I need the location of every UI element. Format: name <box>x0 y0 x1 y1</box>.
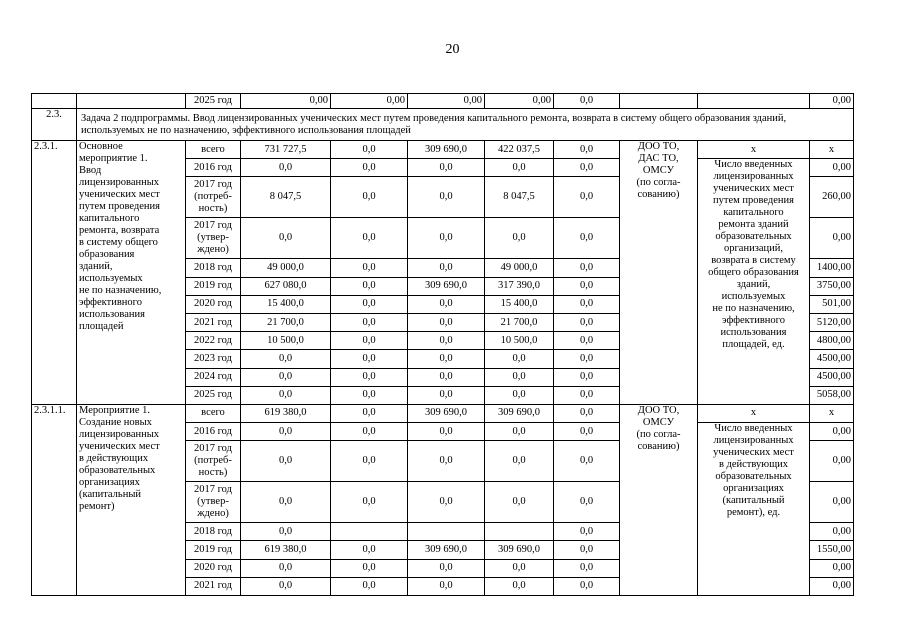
year-cell <box>186 423 241 441</box>
value-cell: 0,0 <box>241 159 331 177</box>
text-line: 2019 год <box>194 280 232 292</box>
text-line: лицензированных <box>713 171 794 183</box>
value-cell: 731 727,5 <box>241 141 331 159</box>
text-line: 2020 год <box>194 298 232 310</box>
year-cell <box>186 177 241 218</box>
text-line: 2016 год <box>194 425 232 437</box>
value-cell: 309 690,0 <box>408 141 485 159</box>
year-cell <box>186 277 241 295</box>
value-cell: 0,0 <box>554 441 620 482</box>
value-cell: 0,0 <box>331 577 408 595</box>
value-cell: 0,0 <box>241 368 331 386</box>
item-number: 2.3.1. <box>32 141 77 405</box>
year-cell <box>186 368 241 386</box>
value-cell: 0,0 <box>554 332 620 350</box>
value-cell: 0,0 <box>331 141 408 159</box>
value-cell: 0,0 <box>554 386 620 404</box>
text-line: используемых <box>721 291 786 303</box>
indicator-value-cell: 5120,00 <box>810 313 854 331</box>
value-cell: 0,0 <box>331 313 408 331</box>
value-cell: 15 400,0 <box>485 295 554 313</box>
text-line: зданий, <box>736 279 771 291</box>
text-line: ДОО ТО, <box>637 141 680 152</box>
value-cell: 0,0 <box>408 332 485 350</box>
table-row <box>32 141 854 159</box>
text-line: возврата в систему <box>711 255 796 267</box>
table-row <box>32 94 854 109</box>
value-cell: 49 000,0 <box>485 259 554 277</box>
value-cell: 0,0 <box>241 350 331 368</box>
value-cell: 317 390,0 <box>485 277 554 295</box>
value-cell: 0,0 <box>485 423 554 441</box>
value-cell: 0,0 <box>408 386 485 404</box>
year-cell: 2025 год <box>186 94 241 109</box>
value-cell: 0,0 <box>408 350 485 368</box>
indicator-value-cell: 260,00 <box>810 177 854 218</box>
value-cell: 8 047,5 <box>241 177 331 218</box>
value-cell: 0,0 <box>241 218 331 259</box>
year-cell <box>186 541 241 559</box>
value-cell: 0,0 <box>241 559 331 577</box>
indicator-value-cell: 1550,00 <box>810 541 854 559</box>
text-line: эффективного <box>722 315 785 327</box>
value-cell <box>485 523 554 541</box>
text-line: образовательных <box>715 231 792 243</box>
value-cell: 0,0 <box>331 259 408 277</box>
indicator-value-cell: 5058,00 <box>810 386 854 404</box>
text-line: в действующих <box>79 452 149 464</box>
value-cell: 0,0 <box>485 482 554 523</box>
value-cell: 0,0 <box>554 218 620 259</box>
value-cell: 0,0 <box>241 577 331 595</box>
value-cell: 0,0 <box>554 404 620 422</box>
value-cell <box>331 523 408 541</box>
text-line: 2021 год <box>194 580 232 592</box>
text-line: ученических мест <box>713 447 794 459</box>
text-line: ученических мест <box>713 183 794 195</box>
value-cell: 49 000,0 <box>241 259 331 277</box>
value-cell: 0,0 <box>554 177 620 218</box>
value-cell: 0,0 <box>408 482 485 523</box>
value-cell: 0,0 <box>241 423 331 441</box>
value-cell: 0,00 <box>485 94 554 109</box>
indicator-value-cell: 4500,00 <box>810 368 854 386</box>
text-line: (по согла- <box>636 177 681 188</box>
indicator-value-cell: 0,00 <box>810 523 854 541</box>
indicator-value-cell: 501,00 <box>810 295 854 313</box>
value-cell: 0,0 <box>241 386 331 404</box>
year-cell <box>186 313 241 331</box>
text-line: 2016 год <box>194 161 232 173</box>
indicator-header: х <box>698 141 810 159</box>
indicator-value-cell: 0,00 <box>810 159 854 177</box>
indicator-header: х <box>698 404 810 422</box>
text-line: Число введенных <box>714 159 793 171</box>
value-cell: 309 690,0 <box>408 404 485 422</box>
value-cell: 0,0 <box>554 523 620 541</box>
text-line: лицензированных <box>79 177 160 188</box>
text-line: не по назначению, <box>79 285 162 296</box>
text-line: лицензированных <box>79 428 160 440</box>
indicator-value-cell: 0,00 <box>810 94 854 109</box>
value-cell: 0,0 <box>331 404 408 422</box>
year-cell <box>186 259 241 277</box>
value-cell: 0,0 <box>554 368 620 386</box>
year-cell <box>186 218 241 259</box>
value-cell: 8 047,5 <box>485 177 554 218</box>
text-line: (утвер- <box>197 496 229 508</box>
text-line: общего образования <box>708 267 799 279</box>
value-cell: 0,0 <box>554 141 620 159</box>
text-line: образовательных <box>715 471 792 483</box>
text-line: ремонт) <box>79 500 115 512</box>
value-cell: 0,0 <box>554 159 620 177</box>
text-line: (капитальный <box>79 488 141 500</box>
value-cell: 0,0 <box>554 94 620 109</box>
text-line: капитального <box>723 207 784 219</box>
indicator-value-cell: 0,00 <box>810 482 854 523</box>
text-line: 2022 год <box>194 334 232 346</box>
value-cell: 0,0 <box>331 423 408 441</box>
text-line: ность) <box>198 203 228 215</box>
value-cell: 0,0 <box>331 541 408 559</box>
text-line: всего <box>201 143 225 155</box>
value-cell: 0,0 <box>241 482 331 523</box>
text-line: в действующих <box>718 459 789 471</box>
task-row <box>32 109 854 141</box>
value-cell: 0,0 <box>408 159 485 177</box>
value-cell: 0,0 <box>485 368 554 386</box>
text-line: ждено) <box>197 244 229 256</box>
indicator-value-cell: 0,00 <box>810 559 854 577</box>
text-line: ученических мест <box>79 440 160 452</box>
year-cell <box>186 523 241 541</box>
task-number: 2.3. <box>32 109 77 141</box>
text-line: 2018 год <box>194 525 232 537</box>
value-cell: 0,0 <box>331 218 408 259</box>
value-cell: 422 037,5 <box>485 141 554 159</box>
text-line: 2021 год <box>194 316 232 328</box>
text-line: Ввод <box>79 165 102 176</box>
executor-cell <box>620 141 698 405</box>
table-row <box>32 404 854 422</box>
indicator-value-cell: 0,00 <box>810 577 854 595</box>
text-line: ремонта зданий <box>718 219 789 231</box>
text-line: ждено) <box>197 508 229 520</box>
text-line: (капитальный <box>722 495 785 507</box>
value-cell <box>408 523 485 541</box>
executor-cell <box>620 404 698 595</box>
text-line: ность) <box>198 467 228 479</box>
value-cell: 10 500,0 <box>485 332 554 350</box>
value-cell: 619 380,0 <box>241 541 331 559</box>
value-cell: 0,0 <box>331 295 408 313</box>
value-cell: 0,0 <box>408 313 485 331</box>
task-text: Задача 2 подпрограммы. Ввод лицензированных ученических мест путем проведения капитального ремонта, возврата в систему общего образования зданий, используемых не по назначению, эффективного использования площадей <box>77 109 854 141</box>
text-line: Число введенных <box>714 423 793 435</box>
text-line: Мероприятие 1. <box>79 404 151 416</box>
year-cell <box>186 404 241 422</box>
text-line: 2025 год <box>194 389 232 401</box>
value-cell: 309 690,0 <box>408 277 485 295</box>
value-cell: 0,0 <box>331 177 408 218</box>
value-cell: 15 400,0 <box>241 295 331 313</box>
value-cell: 0,0 <box>554 259 620 277</box>
text-line: организаций, <box>724 243 783 255</box>
value-cell: 0,0 <box>554 577 620 595</box>
value-cell: 627 080,0 <box>241 277 331 295</box>
value-cell: 0,0 <box>241 441 331 482</box>
text-line: 2019 год <box>194 544 232 556</box>
value-cell: 309 690,0 <box>408 541 485 559</box>
value-cell: 0,0 <box>241 523 331 541</box>
text-line: организациях <box>723 483 784 495</box>
year-cell <box>186 159 241 177</box>
year-cell <box>186 295 241 313</box>
text-line: эффективного <box>79 297 142 308</box>
year-cell <box>186 332 241 350</box>
year-cell <box>186 559 241 577</box>
text-line: (потреб- <box>194 455 232 467</box>
value-cell: 0,0 <box>331 332 408 350</box>
value-cell: 0,0 <box>331 441 408 482</box>
value-cell: 0,0 <box>554 541 620 559</box>
text-line: (утвер- <box>197 232 229 244</box>
text-line: мероприятие 1. <box>79 153 148 164</box>
value-cell: 0,0 <box>331 386 408 404</box>
program-table <box>31 93 854 596</box>
indicator-value-cell: 0,00 <box>810 441 854 482</box>
indicator-value-cell: 0,00 <box>810 218 854 259</box>
text-line: 2017 год <box>194 179 232 191</box>
text-line: путем проведения <box>79 201 160 212</box>
text-line: использования <box>79 309 145 320</box>
year-cell <box>186 577 241 595</box>
value-cell: 0,00 <box>331 94 408 109</box>
value-cell: 0,0 <box>331 350 408 368</box>
text-line: капитального <box>79 213 140 224</box>
value-cell: 0,0 <box>408 295 485 313</box>
value-cell: 0,0 <box>408 577 485 595</box>
value-cell: 0,00 <box>408 94 485 109</box>
text-line: 2018 год <box>194 261 232 273</box>
value-cell: 10 500,0 <box>241 332 331 350</box>
value-cell: 0,0 <box>485 559 554 577</box>
value-cell: 0,0 <box>554 350 620 368</box>
text-line: лицензированных <box>713 435 794 447</box>
value-cell: 0,0 <box>554 295 620 313</box>
indicator-value-cell: 4500,00 <box>810 350 854 368</box>
text-line: путем проведения <box>713 195 794 207</box>
value-cell: 0,0 <box>408 423 485 441</box>
text-line: ДОО ТО, <box>637 404 680 416</box>
text-line: ОМСУ <box>642 416 675 428</box>
value-cell: 0,0 <box>408 441 485 482</box>
year-cell <box>186 386 241 404</box>
text-line: образования <box>79 249 135 260</box>
text-line: 2020 год <box>194 562 232 574</box>
value-cell: 0,0 <box>554 313 620 331</box>
text-line: (по согла- <box>636 428 681 440</box>
indicator-value-cell: 1400,00 <box>810 259 854 277</box>
indicator-value-cell: 3750,00 <box>810 277 854 295</box>
text-line: площадей <box>79 321 124 332</box>
value-cell: 0,0 <box>408 559 485 577</box>
text-line: площадей, ед. <box>722 339 785 351</box>
text-line: сованию) <box>637 440 680 452</box>
text-line: 2024 год <box>194 371 232 383</box>
text-line: ремонта, возврата <box>79 225 160 236</box>
value-cell: 0,0 <box>554 559 620 577</box>
text-line: всего <box>201 407 225 419</box>
page-number: 20 <box>445 42 460 57</box>
value-cell: 21 700,0 <box>485 313 554 331</box>
year-cell <box>186 141 241 159</box>
value-cell: 0,0 <box>554 423 620 441</box>
text-line: 2017 год <box>194 443 232 455</box>
text-line: сованию) <box>637 189 680 200</box>
text-line: Основное <box>79 141 123 152</box>
value-cell: 0,0 <box>485 441 554 482</box>
activity-name <box>77 404 186 595</box>
value-cell: 0,0 <box>408 218 485 259</box>
text-line: образовательных <box>79 464 156 476</box>
text-line: организациях <box>79 476 140 488</box>
value-cell: 309 690,0 <box>485 541 554 559</box>
value-cell: 0,0 <box>331 559 408 577</box>
value-cell: 619 380,0 <box>241 404 331 422</box>
text-line: ОМСУ <box>642 165 675 176</box>
indicator-value-cell: 4800,00 <box>810 332 854 350</box>
value-cell: 0,0 <box>485 577 554 595</box>
activity-name <box>77 141 186 405</box>
indicator-value-cell: х <box>810 404 854 422</box>
text-line: ДАС ТО, <box>638 153 679 164</box>
indicator-value-cell: 0,00 <box>810 423 854 441</box>
value-cell: 0,0 <box>485 218 554 259</box>
text-line: ученических мест <box>79 189 160 200</box>
indicator-name <box>698 159 810 405</box>
text-line: 2017 год <box>194 484 232 496</box>
text-line: использования <box>720 327 787 339</box>
item-number: 2.3.1.1. <box>32 404 77 595</box>
value-cell: 0,0 <box>408 177 485 218</box>
text-line: в систему общего <box>79 237 158 248</box>
value-cell: 0,0 <box>485 350 554 368</box>
value-cell: 0,0 <box>331 277 408 295</box>
value-cell: 0,0 <box>331 368 408 386</box>
value-cell: 0,00 <box>241 94 331 109</box>
value-cell: 0,0 <box>554 482 620 523</box>
year-cell <box>186 441 241 482</box>
year-cell <box>186 482 241 523</box>
text-line: 2023 год <box>194 352 232 364</box>
text-line: используемых <box>79 273 143 284</box>
value-cell: 0,0 <box>408 368 485 386</box>
value-cell: 0,0 <box>331 159 408 177</box>
value-cell: 0,0 <box>408 259 485 277</box>
text-line: 2017 год <box>194 220 232 232</box>
text-line: не по назначению, <box>712 303 795 315</box>
text-line: Создание новых <box>79 416 152 428</box>
value-cell: 21 700,0 <box>241 313 331 331</box>
indicator-value-cell: х <box>810 141 854 159</box>
indicator-name <box>698 423 810 596</box>
value-cell: 309 690,0 <box>485 404 554 422</box>
text-line: (потреб- <box>194 191 232 203</box>
value-cell: 0,0 <box>485 159 554 177</box>
value-cell: 0,0 <box>331 482 408 523</box>
value-cell: 0,0 <box>485 386 554 404</box>
value-cell: 0,0 <box>554 277 620 295</box>
text-line: зданий, <box>79 261 113 272</box>
text-line: ремонт), ед. <box>726 507 781 519</box>
year-cell <box>186 350 241 368</box>
